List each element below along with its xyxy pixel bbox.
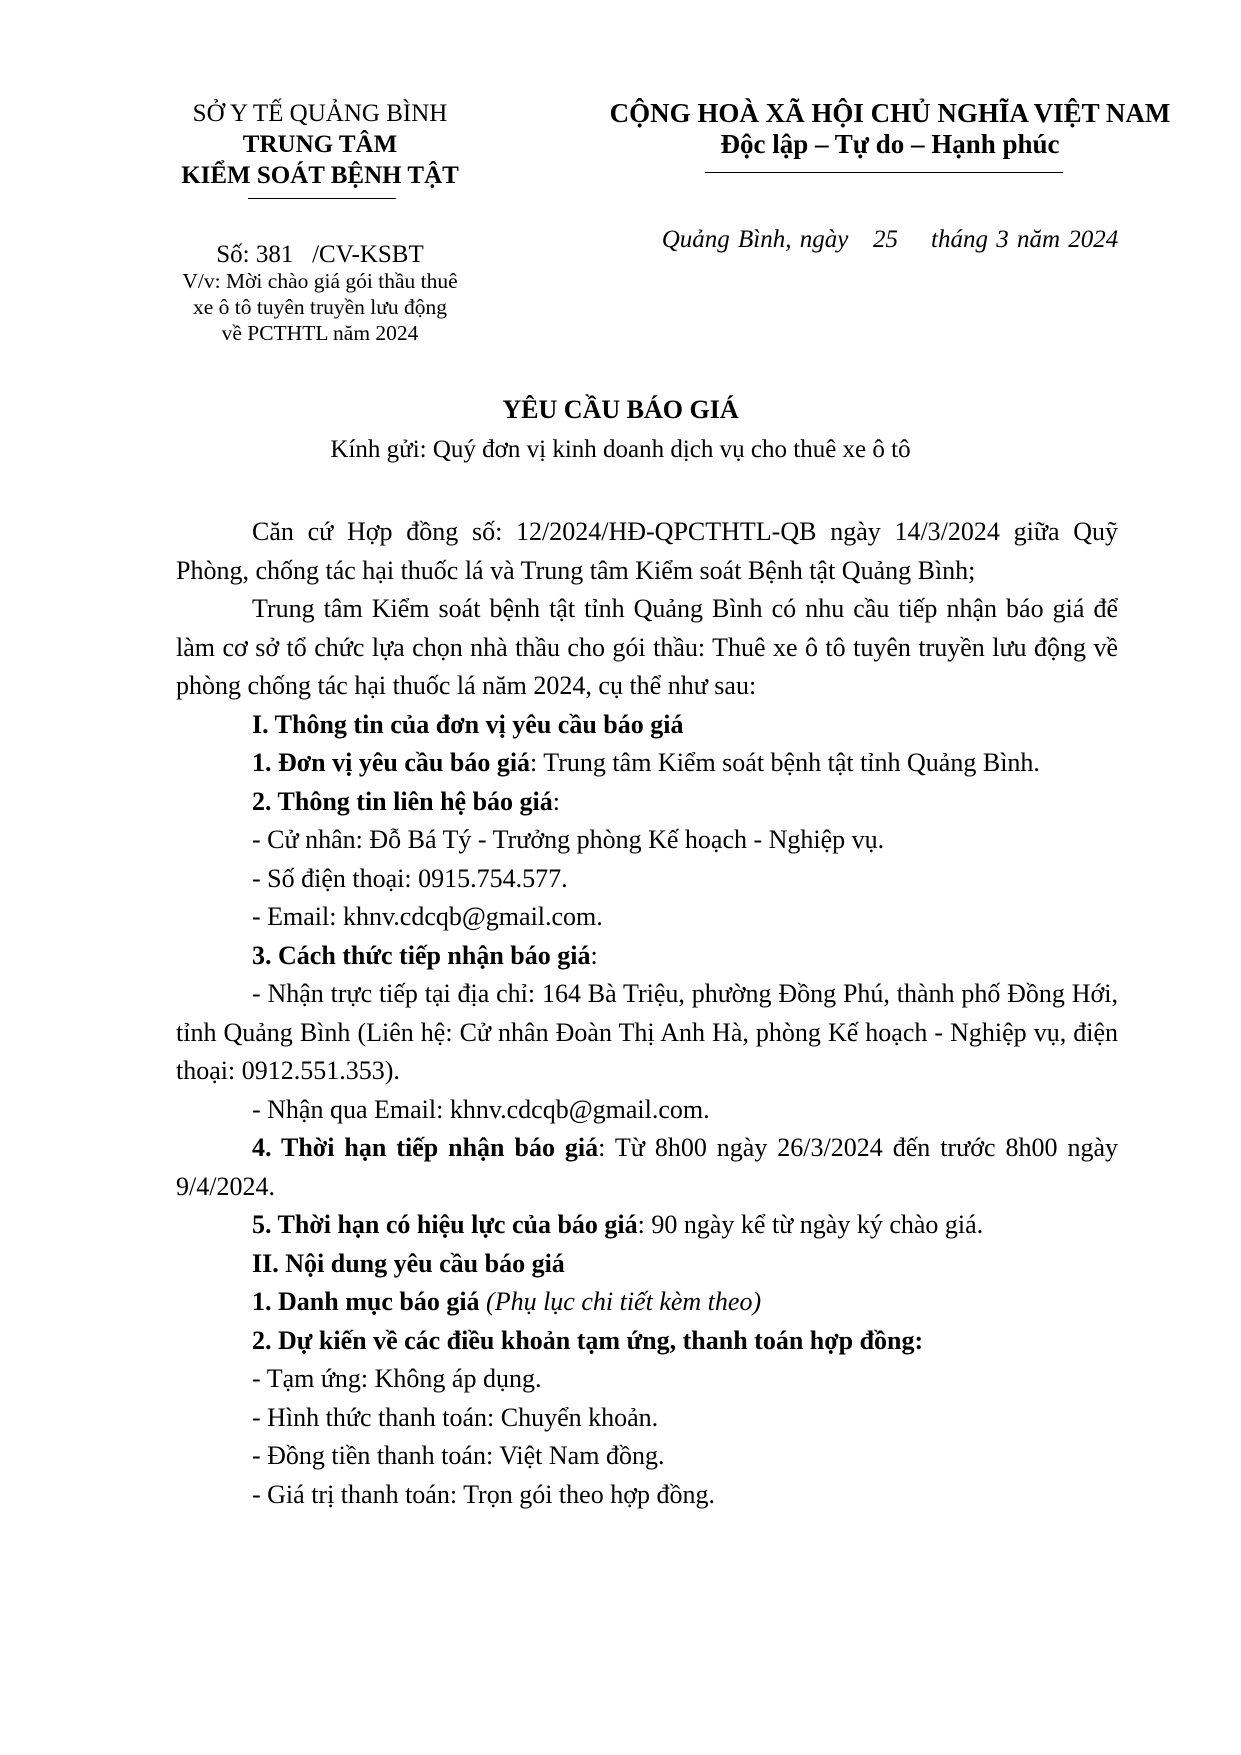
section-2-heading: II. Nội dung yêu cầu báo giá <box>252 1248 565 1278</box>
item-label: 2. Thông tin liên hệ báo giá <box>252 786 553 816</box>
receive-direct: - Nhận trực tiếp tại địa chỉ: 164 Bà Triệu, phường Đồng Phú, thành phố Đồng Hới, tỉnh Quảng Bình (Liên hệ: Cử nhân Đoàn Thị Anh Hà, phòng Kế hoạch - Nghiệp vụ, điện thoại: 0912.551.353). <box>176 979 1118 1085</box>
country-name: CỘNG HOÀ XÃ HỘI CHỦ NGHĨA VIỆT NAM <box>609 98 1171 128</box>
contact-person: - Cử nhân: Đỗ Bá Tý - Trưởng phòng Kế hoạch - Nghiệp vụ. <box>252 825 885 854</box>
item-label: 1. Danh mục báo giá <box>252 1287 480 1316</box>
document-body <box>176 513 1118 1514</box>
item-label: 1. Đơn vị yêu cầu báo giá <box>252 748 531 777</box>
motto-underline <box>705 172 1063 173</box>
section-1-heading: I. Thông tin của đơn vị yêu cầu báo giá <box>252 709 684 739</box>
item-text: : <box>590 940 598 970</box>
payment-currency: - Đồng tiền thanh toán: Việt Nam đồng. <box>252 1441 665 1470</box>
org-name-line-1: TRUNG TÂM <box>242 131 398 158</box>
national-header <box>560 98 1220 160</box>
contact-phone: - Số điện thoại: 0915.754.577. <box>252 863 568 893</box>
receive-email: - Nhận qua Email: khnv.cdcqb@gmail.com. <box>252 1094 710 1124</box>
item-label: 4. Thời hạn tiếp nhận báo giá <box>252 1133 599 1162</box>
intro-paragraph: Trung tâm Kiểm soát bệnh tật tỉnh Quảng Bình có nhu cầu tiếp nhận báo giá để làm cơ sở tổ chức lựa chọn nhà thầu cho gói thầu: Thuê xe ô tô tuyên truyền lưu động về phòng chống tác hại thuốc lá năm 2024, cụ thể như sau: <box>176 594 1118 700</box>
section-2-item-1 <box>176 1283 1118 1322</box>
contact-email: - Email: khnv.cdcqb@gmail.com. <box>252 902 603 931</box>
recipient-line: Kính gửi: Quý đơn vị kinh doanh dịch vụ cho thuê xe ô tô <box>330 436 911 463</box>
org-underline <box>248 198 396 199</box>
item-text: : <box>552 786 560 816</box>
org-parent: SỞ Y TẾ QUẢNG BÌNH <box>192 100 448 127</box>
subject-line: về PCTHTL năm 2024 <box>221 321 419 345</box>
item-text: : Trung tâm Kiểm soát bệnh tật tỉnh Quảng Bình. <box>530 748 1040 777</box>
item-text: : Từ 8h00 ngày 26/3/2024 đến trước 8h00 ngày 9/4/2024. <box>176 1133 1118 1201</box>
payment-method: - Hình thức thanh toán: Chuyển khoản. <box>252 1402 659 1432</box>
section-1-item-5 <box>176 1206 1118 1245</box>
national-motto: Độc lập – Tự do – Hạnh phúc <box>720 129 1060 159</box>
subject-line: V/v: Mời chào giá gói thầu thuê <box>182 269 458 293</box>
payment-value: - Giá trị thanh toán: Trọn gói theo hợp đồng. <box>252 1479 715 1509</box>
section-1-item-4 <box>176 1129 1118 1206</box>
document-subject <box>150 268 490 346</box>
item-label: 3. Cách thức tiếp nhận báo giá <box>252 940 591 970</box>
item-label: 5. Thời hạn có hiệu lực của báo giá <box>252 1210 638 1239</box>
org-name-line-2: KIỂM SOÁT BỆNH TẬT <box>181 162 459 189</box>
issuing-organization <box>150 98 490 191</box>
advance-payment: - Tạm ứng: Không áp dụng. <box>252 1364 542 1393</box>
subject-line: xe ô tô tuyên truyền lưu động <box>192 295 448 319</box>
document-number: Số: 381 /CV-KSBT <box>216 241 424 268</box>
section-1-item-2 <box>176 783 1118 822</box>
section-1-item-3 <box>176 937 1118 976</box>
section-1-item-1 <box>176 744 1118 783</box>
place-date: Quảng Bình, ngày 25 tháng 3 năm 2024 <box>661 226 1119 253</box>
intro-paragraph: Căn cứ Hợp đồng số: 12/2024/HĐ-QPCTHTL-QB ngày 14/3/2024 giữa Quỹ Phòng, chống tác hại thuốc lá và Trung tâm Kiểm soát Bệnh tật Quảng Bình; <box>176 517 1118 585</box>
item-text: : 90 ngày kể từ ngày ký chào giá. <box>637 1210 984 1239</box>
item-note: (Phụ lục chi tiết kèm theo) <box>486 1287 762 1316</box>
section-2-item-2: 2. Dự kiến về các điều khoản tạm ứng, thanh toán hợp đồng: <box>252 1325 924 1355</box>
document-title: YÊU CẦU BÁO GIÁ <box>502 395 739 424</box>
